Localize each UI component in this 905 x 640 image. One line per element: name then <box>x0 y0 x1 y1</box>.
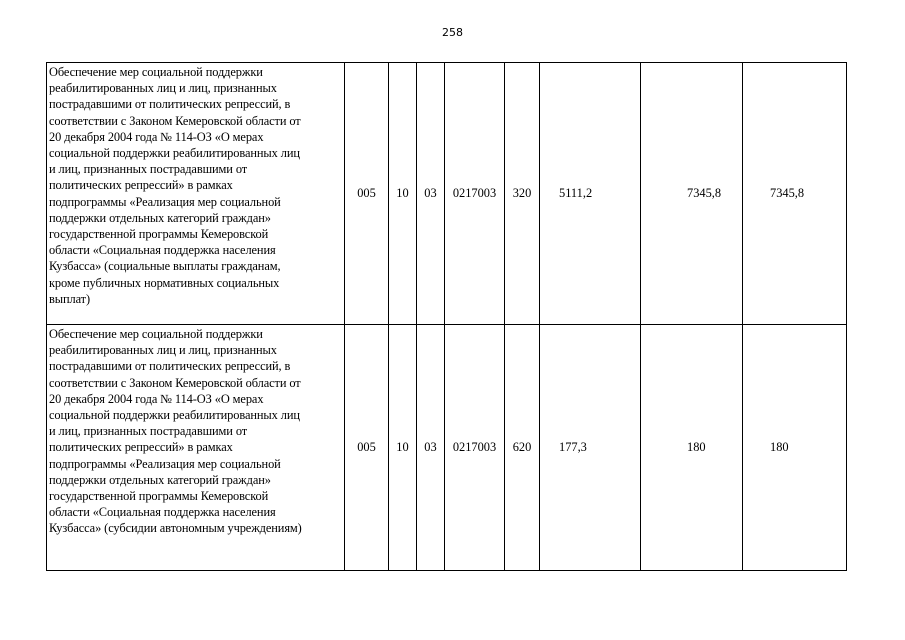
amount-year-1: 5111,2 <box>540 63 641 325</box>
section-code: 10 <box>389 325 417 571</box>
table-row <box>47 63 847 325</box>
target-article-code: 0217003 <box>445 325 505 571</box>
ministry-code: 005 <box>345 325 389 571</box>
target-article-code: 0217003 <box>445 63 505 325</box>
budget-table <box>46 62 847 571</box>
subsection-code: 03 <box>417 325 445 571</box>
row-description: Обеспечение мер социальной поддержки реабилитированных лиц и лиц, признанных пострадавшими от политических репрессий, в соответствии с Законом Кемеровской области от 20 декабря 2004 года № 114-ОЗ «О мерах социальной поддержки реабилитированных лиц и лиц, признанных пострадавшими от политических репрессий» в рамках подпрограммы «Реализация мер социальной поддержки отдельных категорий граждан» государственной программы Кемеровской области «Социальная поддержка населения Кузбасса» (социальные выплаты гражданам, кроме публичных нормативных социальных выплат) <box>47 63 345 325</box>
expense-type-code: 320 <box>505 63 540 325</box>
amount-year-2: 180 <box>641 325 743 571</box>
section-code: 10 <box>389 63 417 325</box>
row-description: Обеспечение мер социальной поддержки реабилитированных лиц и лиц, признанных пострадавшими от политических репрессий, в соответствии с Законом Кемеровской области от 20 декабря 2004 года № 114-ОЗ «О мерах социальной поддержки реабилитированных лиц и лиц, признанных пострадавшими от политических репрессий» в рамках подпрограммы «Реализация мер социальной поддержки отдельных категорий граждан» государственной программы Кемеровской области «Социальная поддержка населения Кузбасса» (субсидии автономным учреждениям) <box>47 325 345 571</box>
subsection-code: 03 <box>417 63 445 325</box>
table-row <box>47 325 847 571</box>
amount-year-2: 7345,8 <box>641 63 743 325</box>
amount-year-1: 177,3 <box>540 325 641 571</box>
page-number: 258 <box>442 26 463 39</box>
amount-year-3: 7345,8 <box>743 63 847 325</box>
expense-type-code: 620 <box>505 325 540 571</box>
amount-year-3: 180 <box>743 325 847 571</box>
ministry-code: 005 <box>345 63 389 325</box>
